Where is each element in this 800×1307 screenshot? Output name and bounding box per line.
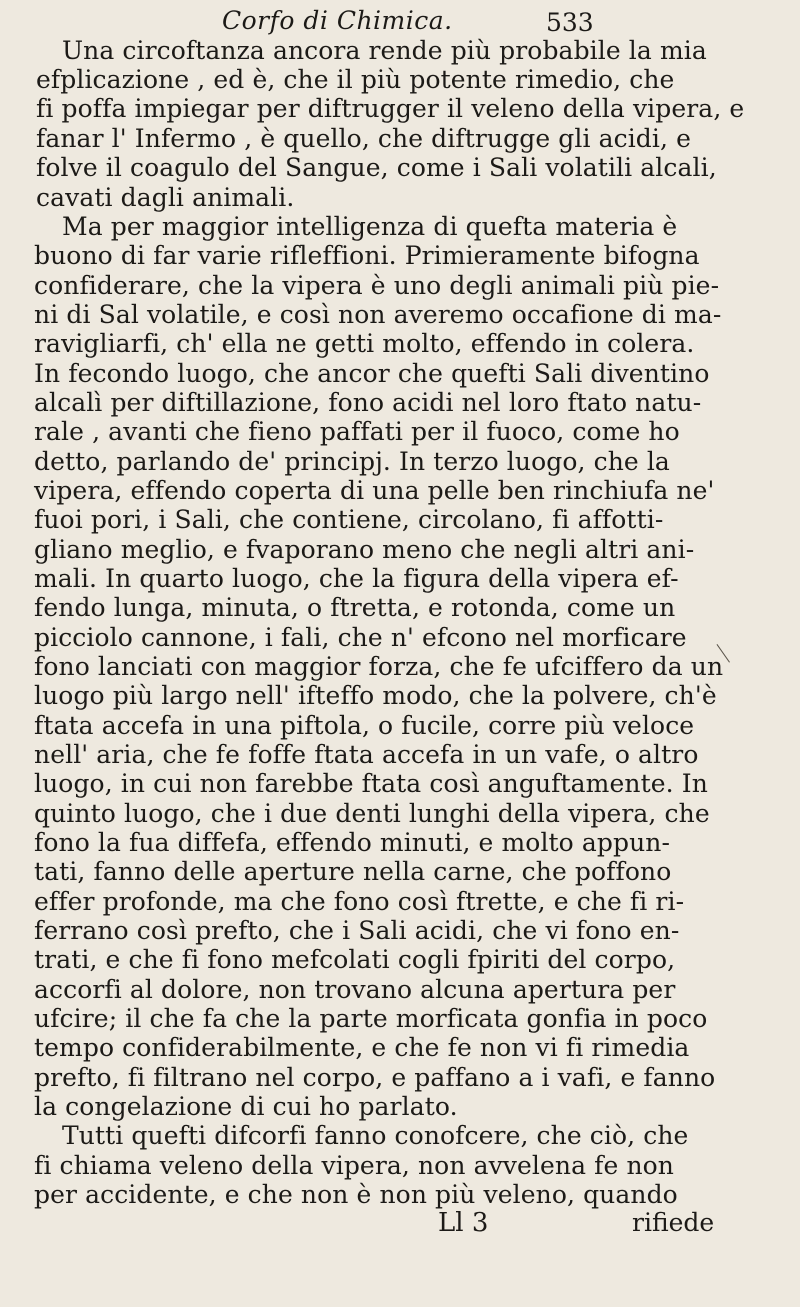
- running-head: [0, 4, 800, 38]
- text-line: Tutti quefti difcorfi fanno conofcere, che ciò, che: [62, 1121, 689, 1150]
- text-line: trati, e che fi fono mefcolati cogli fpiriti del corpo,: [34, 945, 676, 974]
- text-line: quinto luogo, che i due denti lunghi della vipera, che: [34, 799, 710, 828]
- text-line: luogo, in cui non farebbe ftata così anguftamente. In: [34, 769, 708, 798]
- text-line: ufcire; il che fa che la parte morficata gonfia in poco: [34, 1004, 708, 1033]
- text-line: detto, parlando de' principj. In terzo luogo, che la: [34, 447, 670, 476]
- text-line: Una circoftanza ancora rende più probabile la mia: [62, 36, 707, 65]
- text-line: ravigliarfi, ch' ella ne getti molto, effendo in colera.: [34, 329, 695, 358]
- text-line: fono la fua diffefa, effendo minuti, e molto appun-: [34, 828, 671, 857]
- text-line: la congelazione di cui ho parlato.: [34, 1092, 458, 1121]
- text-line: per accidente, e che non è non più veleno, quando: [34, 1180, 678, 1209]
- text-line: folve il coagulo del Sangue, come i Sali volatili alcali,: [36, 153, 717, 182]
- page-footer: [0, 1208, 800, 1238]
- text-line: accorfi al dolore, non trovano alcuna apertura per: [34, 975, 676, 1004]
- running-title: Corfo di Chimica.: [222, 6, 453, 35]
- text-line: mali. In quarto luogo, che la figura della vipera ef-: [34, 564, 679, 593]
- text-line: nell' aria, che fe foffe ftata accefa in un vafe, o altro: [34, 740, 699, 769]
- text-line: fuoi pori, i Sali, che contiene, circolano, fi affotti-: [34, 505, 664, 534]
- text-line: buono di far varie rifleffioni. Primieramente bifogna: [34, 241, 700, 270]
- catchword: rifiede: [632, 1208, 715, 1237]
- text-line: fi chiama veleno della vipera, non avvelena fe non: [34, 1151, 675, 1180]
- text-line: cavati dagli animali.: [36, 183, 295, 212]
- text-line: gliano meglio, e fvaporano meno che negli altri ani-: [34, 535, 695, 564]
- text-line: Ma per maggior intelligenza di quefta materia è: [62, 212, 678, 241]
- text-line: effer profonde, ma che fono così ftrette, e che fi ri-: [34, 887, 685, 916]
- text-line: picciolo cannone, i fali, che n' efcono nel morficare: [34, 623, 687, 652]
- text-line: ferrano così prefto, che i Sali acidi, che vi fono en-: [34, 916, 680, 945]
- text-line: efplicazione , ed è, che il più potente rimedio, che: [36, 65, 675, 94]
- text-line: vipera, effendo coperta di una pelle ben rinchiufa ne': [34, 476, 715, 505]
- text-line: confiderare, che la vipera è uno degli animali più pie-: [34, 271, 720, 300]
- text-line: luogo più largo nell' ifteffo modo, che la polvere, ch'è: [34, 681, 717, 710]
- page-number: 533: [546, 8, 594, 37]
- text-line: tati, fanno delle aperture nella carne, che poffono: [34, 857, 672, 886]
- text-line: alcalì per diftillazione, fono acidi nel loro ftato natu-: [34, 388, 702, 417]
- text-line: rale , avanti che fieno paffati per il fuoco, come ho: [34, 417, 680, 446]
- text-line: fendo lunga, minuta, o ftretta, e rotonda, come un: [34, 593, 676, 622]
- text-line: In fecondo luogo, che ancor che quefti Sali diventino: [34, 359, 710, 388]
- signature-mark: Ll 3: [438, 1208, 489, 1238]
- text-line: ni di Sal volatile, e così non averemo occafione di ma-: [34, 300, 722, 329]
- text-line: tempo confiderabilmente, e che fe non vi fi rimedia: [34, 1033, 690, 1062]
- text-line: prefto, fi filtrano nel corpo, e paffano a i vafi, e fanno: [34, 1063, 716, 1092]
- text-line: ftata accefa in una piftola, o fucile, corre più veloce: [34, 711, 695, 740]
- text-line: fono lanciati con maggior forza, che fe ufciffero da un: [34, 652, 724, 681]
- text-line: fi poffa impiegar per diftrugger il veleno della vipera, e: [36, 94, 745, 123]
- text-line: fanar l' Infermo , è quello, che diftrugge gli acidi, e: [36, 124, 691, 153]
